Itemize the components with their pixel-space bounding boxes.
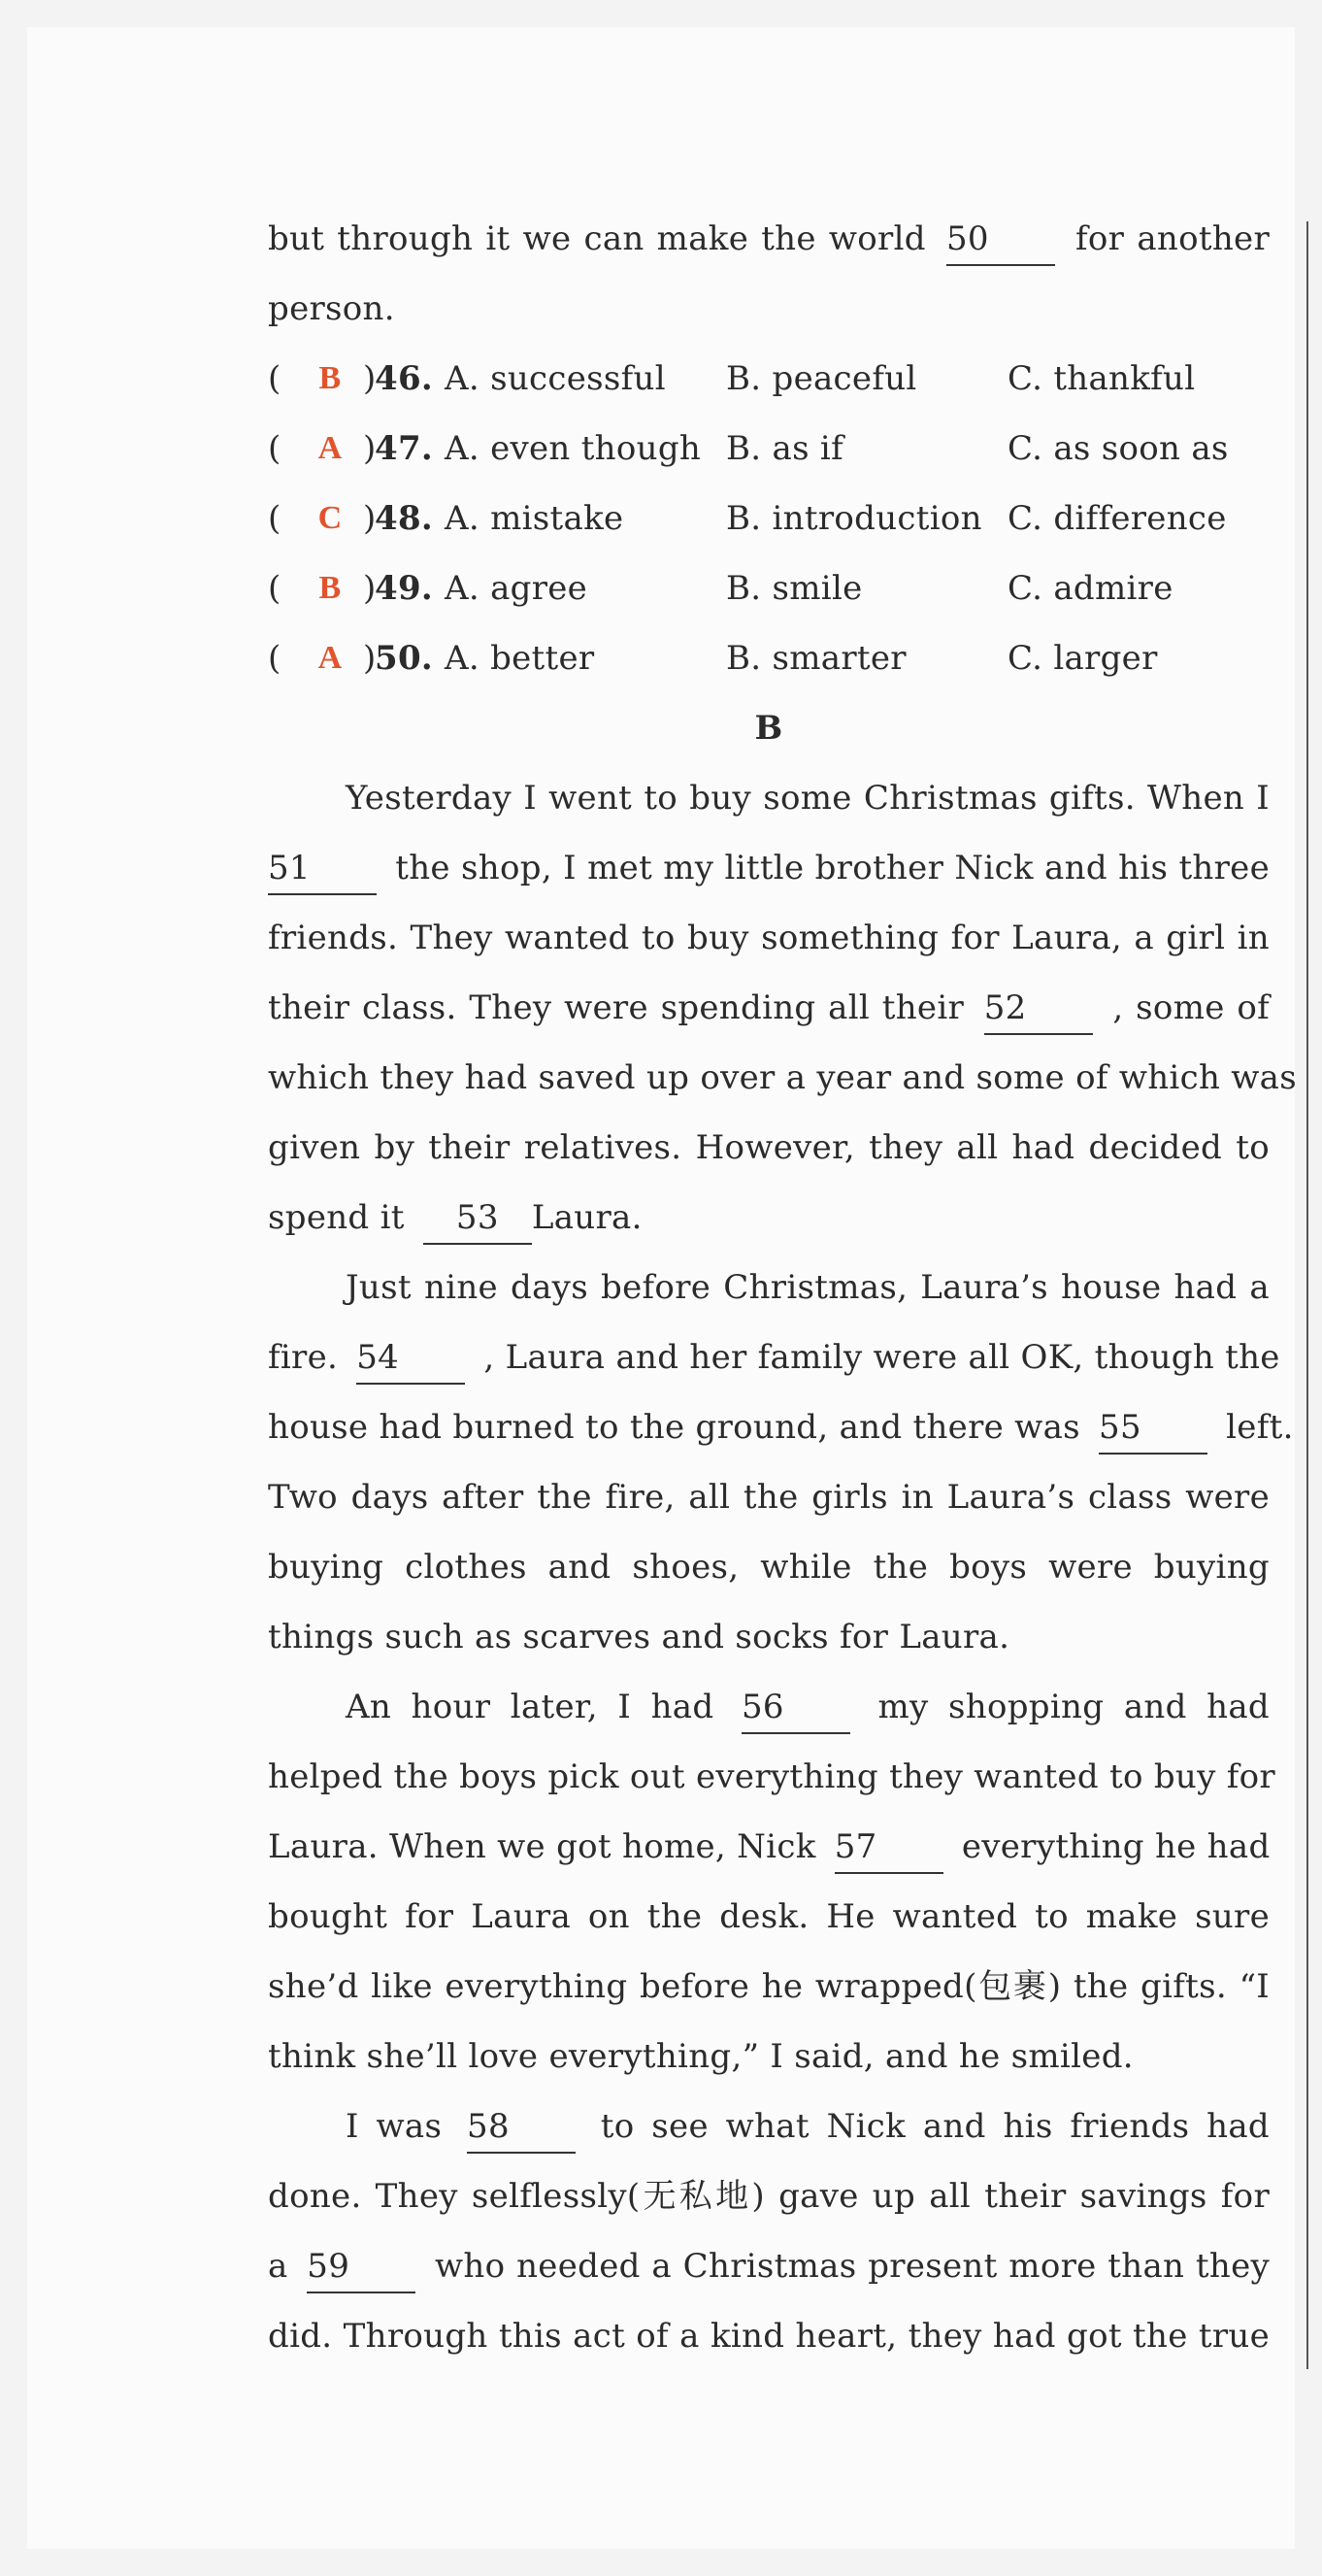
text-span: everything he had: [961, 1827, 1271, 1866]
text-span: I was: [346, 2107, 443, 2146]
passage-line: she’d like everything before he wrapped(包裹) the gifts. “I: [268, 1967, 1270, 2006]
passage-line: buying clothes and shoes, while the boys were buying: [268, 1548, 1270, 1587]
intro-block: [268, 204, 1270, 344]
option-a[interactable]: A. better: [445, 639, 595, 678]
text-span: for another: [1075, 219, 1270, 258]
text-span: Laura. When we got home, Nick: [268, 1827, 816, 1866]
blank-54[interactable]: 54: [356, 1332, 465, 1385]
question-46: [268, 344, 1270, 414]
text-span: , some of: [1112, 988, 1270, 1027]
question-number: 48.: [375, 499, 434, 538]
passage-line: [268, 2091, 1270, 2161]
blank-52[interactable]: 52: [984, 983, 1093, 1035]
option-b[interactable]: B. introduction: [726, 499, 982, 538]
text-span: Laura.: [531, 1198, 643, 1237]
passage-line: given by their relatives. However, they all had decided to: [268, 1128, 1270, 1167]
text-span: my shopping and had: [877, 1688, 1270, 1726]
answer-mark: A: [317, 430, 343, 466]
text-span: left.: [1226, 1408, 1294, 1447]
option-b[interactable]: B. smarter: [726, 639, 907, 678]
paren-open: (: [268, 359, 281, 398]
text-span: , Laura and her family were all OK, though the: [483, 1338, 1280, 1377]
passage-line: which they had saved up over a year and some of which was: [268, 1058, 1297, 1097]
paren-open: (: [268, 569, 281, 608]
text-span: but through it we can make the world: [268, 219, 926, 258]
text-span: An hour later, I had: [346, 1688, 714, 1726]
passage-line: did. Through this act of a kind heart, they had got the true: [268, 2317, 1270, 2356]
text-span: their class. They were spending all their: [268, 988, 965, 1027]
option-b[interactable]: B. smile: [726, 569, 863, 608]
paren-open: (: [268, 499, 281, 538]
answer-mark: B: [318, 570, 342, 606]
question-number: 49.: [375, 569, 434, 608]
passage-line: [268, 1812, 1270, 1882]
text-span: spend it: [268, 1198, 405, 1237]
option-c[interactable]: C. larger: [1008, 639, 1158, 678]
passage-line: helped the boys pick out everything they wanted to buy for: [268, 1757, 1275, 1796]
option-a[interactable]: A. agree: [445, 569, 588, 608]
paren-close: ): [363, 569, 377, 608]
text-span: the shop, I met my little brother Nick and his three: [395, 849, 1271, 887]
passage-line: Just nine days before Christmas, Laura’s house had a: [346, 1268, 1270, 1307]
options-block: [268, 344, 1270, 693]
paren-open: (: [268, 639, 281, 678]
passage-line: [268, 1183, 1270, 1253]
text-span: fire.: [268, 1338, 339, 1377]
option-a[interactable]: A. mistake: [445, 499, 624, 538]
paren-close: ): [363, 429, 377, 468]
passage-line: [268, 1672, 1270, 1742]
text-span: who needed a Christmas present more than they: [435, 2247, 1271, 2286]
intro-line-2: person.: [268, 289, 395, 328]
text-span: house had burned to the ground, and there was: [268, 1408, 1080, 1447]
paren-close: ): [363, 359, 377, 398]
question-number: 47.: [375, 429, 434, 468]
question-number: 50.: [375, 639, 434, 678]
passage-line: bought for Laura on the desk. He wanted to make sure: [268, 1897, 1270, 1936]
passage-line: [268, 1392, 1294, 1462]
paren-close: ): [363, 639, 377, 678]
answer-mark: A: [317, 640, 343, 676]
text-span: a: [268, 2247, 288, 2286]
passage-line: friends. They wanted to buy something for Laura, a girl in: [268, 919, 1270, 957]
blank-50[interactable]: 50: [946, 214, 1055, 266]
intro-line-1: [268, 204, 1270, 274]
margin-rule: [1306, 221, 1308, 2369]
option-c[interactable]: C. difference: [1008, 499, 1227, 538]
passage-line: done. They selflessly(无私地) gave up all their savings for: [268, 2177, 1270, 2216]
option-c[interactable]: C. thankful: [1008, 359, 1196, 398]
blank-51[interactable]: 51: [268, 843, 377, 895]
option-a[interactable]: A. even though: [445, 429, 702, 468]
passage-line: Yesterday I went to buy some Christmas gifts. When I: [346, 779, 1270, 818]
passage-line: [268, 2231, 1270, 2301]
question-48: [268, 484, 1270, 553]
passage-line: things such as scarves and socks for Laura.: [268, 1618, 1010, 1656]
blank-57[interactable]: 57: [835, 1822, 943, 1874]
option-c[interactable]: C. admire: [1008, 569, 1173, 608]
question-47: [268, 414, 1270, 484]
passage-line: [268, 973, 1270, 1043]
blank-53[interactable]: 53: [423, 1192, 532, 1245]
blank-55[interactable]: 55: [1099, 1402, 1207, 1455]
answer-mark: C: [317, 500, 343, 536]
passage-line: think she’ll love everything,” I said, and he smiled.: [268, 2037, 1134, 2076]
blank-59[interactable]: 59: [307, 2241, 415, 2293]
passage-b: [268, 693, 1297, 2371]
answer-mark: B: [318, 360, 342, 396]
option-b[interactable]: B. peaceful: [726, 359, 917, 398]
paren-close: ): [363, 499, 377, 538]
option-c[interactable]: C. as soon as: [1008, 429, 1229, 468]
passage-line: [268, 833, 1270, 903]
question-50: [268, 623, 1270, 693]
question-49: [268, 553, 1270, 623]
blank-56[interactable]: 56: [742, 1682, 850, 1734]
blank-58[interactable]: 58: [467, 2101, 576, 2154]
paren-open: (: [268, 429, 281, 468]
option-b[interactable]: B. as if: [726, 429, 843, 468]
passage-line: Two days after the fire, all the girls in Laura’s class were: [268, 1478, 1270, 1517]
question-number: 46.: [375, 359, 434, 398]
text-span: to see what Nick and his friends had: [600, 2107, 1270, 2146]
option-a[interactable]: A. successful: [445, 359, 666, 398]
passage-line: [268, 1322, 1280, 1392]
section-title: B: [754, 709, 783, 748]
